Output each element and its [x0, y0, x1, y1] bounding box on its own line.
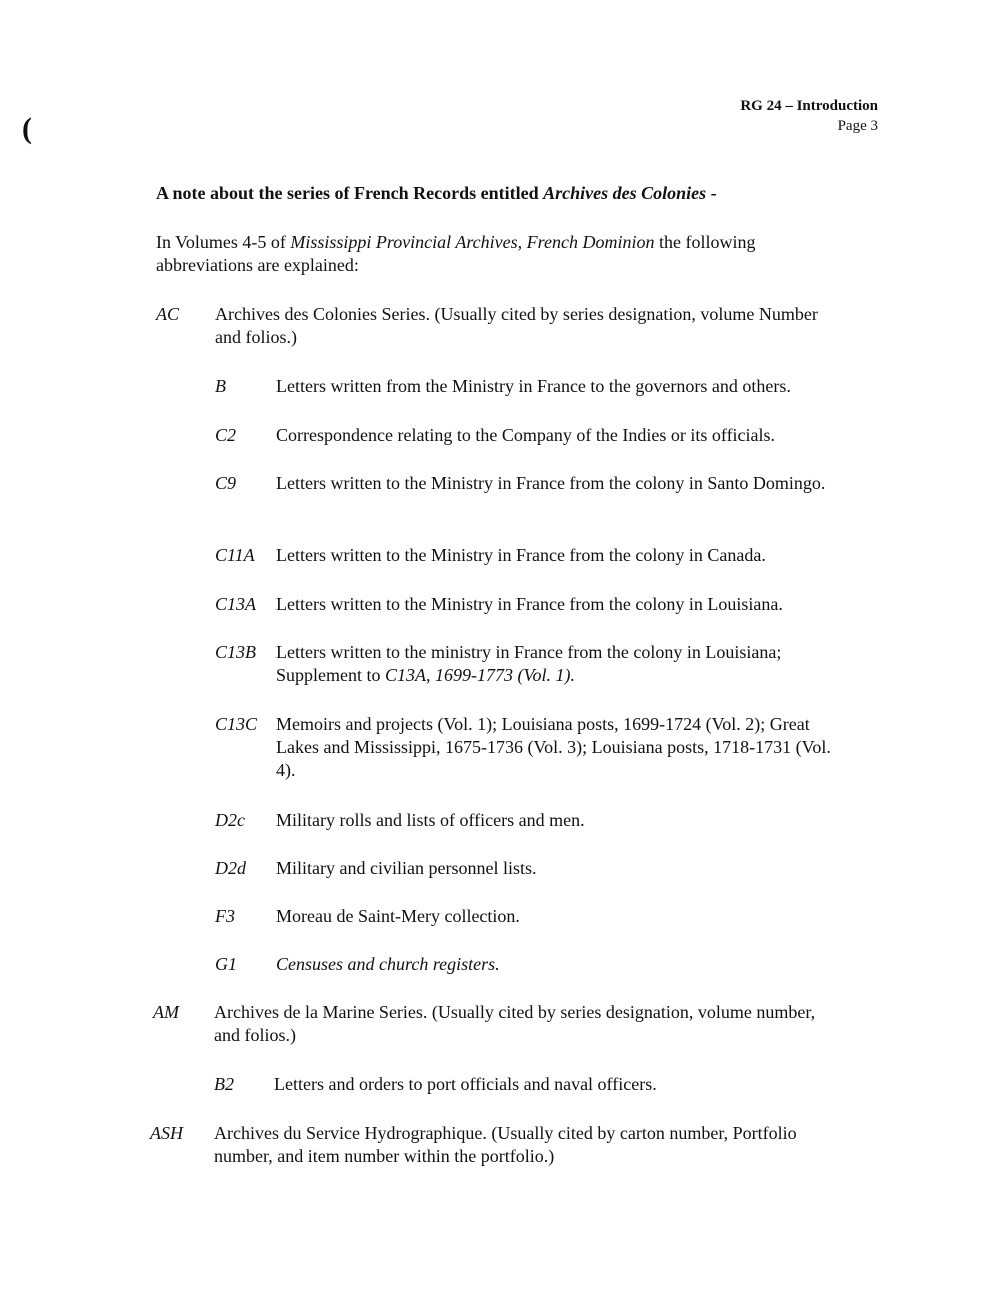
intro-italic: Mississippi Provincial Archives, French Dominion — [290, 232, 655, 252]
entry-desc-ac: Archives des Colonies Series. (Usually cited by series designation, volume Number and folios.) — [215, 304, 818, 347]
intro-paragraph — [156, 231, 846, 277]
margin-mark: ( — [22, 112, 32, 145]
entry-code-d2c: D2c — [215, 810, 245, 830]
entry-desc-c13b-text: Letters written to the ministry in France from the colony in Louisiana; Supplement to — [276, 642, 782, 685]
entry-code-b: B — [215, 376, 226, 396]
entry-code-d2d: D2d — [215, 858, 246, 878]
header-title: RG 24 – Introduction — [740, 98, 878, 114]
title-suffix: - — [706, 183, 717, 203]
entry-code-am: AM — [153, 1002, 179, 1022]
title-italic: Archives des Colonies — [543, 183, 707, 203]
entry-desc-c11a: Letters written to the Ministry in France from the colony in Canada. — [276, 545, 766, 565]
entry-desc-c13c: Memoirs and projects (Vol. 1); Louisiana posts, 1699-1724 (Vol. 2); Great Lakes and Mississippi, 1675-1736 (Vol. 3); Louisiana posts, 1718-1731 (Vol. 4). — [276, 714, 831, 780]
entry-code-ash: ASH — [150, 1123, 183, 1143]
entry-code-c9: C9 — [215, 473, 237, 493]
entry-code-c13b: C13B — [215, 642, 257, 662]
entry-desc-d2d: Military and civilian personnel lists. — [276, 858, 537, 878]
page-header — [740, 96, 878, 136]
entry-code-c2: C2 — [215, 425, 237, 445]
entry-desc-c13a: Letters written to the Ministry in France from the colony in Louisiana. — [276, 594, 783, 614]
entry-code-c13c: C13C — [215, 714, 258, 734]
section-title — [156, 183, 717, 204]
entry-desc-d2c: Military rolls and lists of officers and men. — [276, 810, 585, 830]
entry-desc-f3: Moreau de Saint-Mery collection. — [276, 906, 520, 926]
entry-desc-b2: Letters and orders to port officials and naval officers. — [274, 1074, 657, 1094]
entry-code-c11a: C11A — [215, 545, 255, 565]
entry-desc-am: Archives de la Marine Series. (Usually cited by series designation, volume number, and folios.) — [214, 1002, 816, 1045]
entry-code-c13a: C13A — [215, 594, 257, 614]
entry-code-ac: AC — [156, 304, 180, 324]
entry-code-b2: B2 — [214, 1074, 234, 1094]
entry-code-f3: F3 — [215, 906, 235, 926]
entry-desc-c9: Letters written to the Ministry in France from the colony in Santo Domingo. — [276, 473, 826, 493]
entry-desc-c2: Correspondence relating to the Company of the Indies or its officials. — [276, 425, 776, 445]
page-number: Page 3 — [837, 118, 878, 134]
intro-pre: In Volumes 4-5 of — [156, 232, 291, 252]
entry-code-g1: G1 — [215, 954, 237, 974]
entry-desc-b: Letters written from the Ministry in France to the governors and others. — [276, 376, 791, 396]
entry-desc-g1: Censuses and church registers. — [276, 954, 500, 974]
title-text: A note about the series of French Records entitled — [156, 183, 544, 203]
intro-post: the following abbreviations are explained: — [156, 232, 756, 275]
entry-desc-ash: Archives du Service Hydrographique. (Usually cited by carton number, Portfolio number, and item number within the portfolio.) — [214, 1123, 797, 1166]
entry-desc-c13b-italic: C13A, 1699-1773 (Vol. 1). — [385, 665, 575, 685]
entry-desc-c13b — [276, 641, 856, 687]
